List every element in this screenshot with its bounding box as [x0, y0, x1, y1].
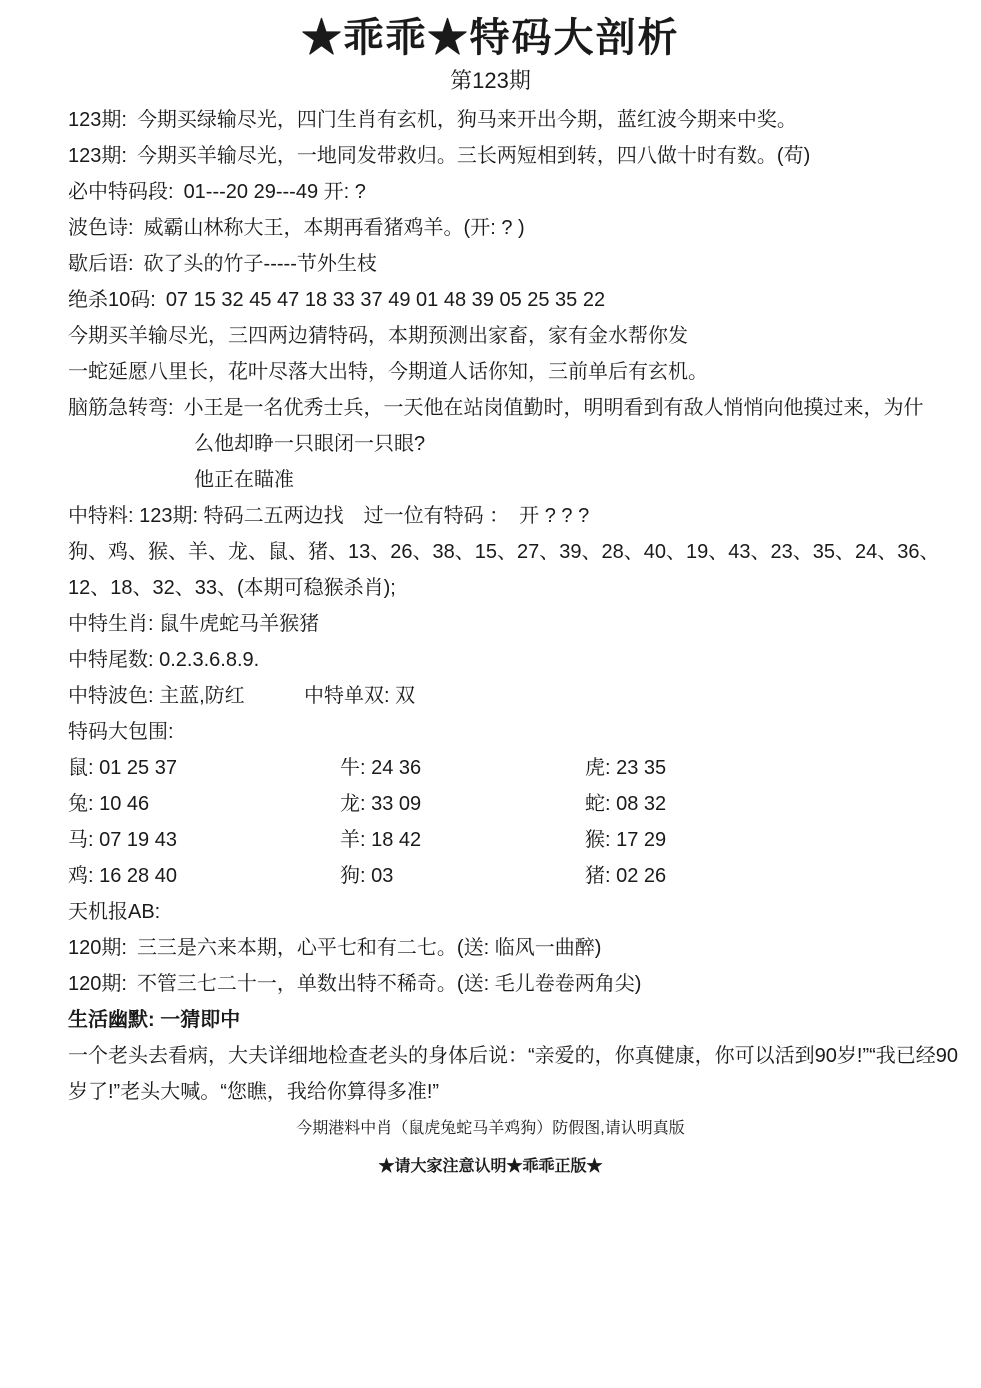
prediction-line: [68, 174, 971, 210]
baowei-title: 特码大包围:: [68, 721, 174, 743]
line-label: 123期:: [68, 109, 127, 131]
line-text: 一蛇延愿八里长，花叶尽落大出特，今期道人话你知，三前单后有玄机。: [68, 361, 708, 383]
baowei-cell: 鸡: 16 28 40: [68, 865, 177, 887]
line-label: 120期:: [68, 973, 127, 995]
baowei-cell: 狗: 03: [340, 865, 394, 887]
prediction-line: [68, 102, 971, 138]
document-body: [0, 96, 981, 1110]
line-label: 绝杀10码:: [68, 289, 156, 311]
zhongte-danshuang: 中特单双: 双: [304, 685, 416, 707]
line-label: 123期:: [68, 145, 127, 167]
riddle-question-line2: 么他却睁一只眼闭一只眼?: [194, 433, 426, 455]
baowei-row: [68, 858, 971, 894]
humor-line1: 一个老头去看病，大夫详细地检查老头的身体后说：“亲爱的，你真健康，你可以活到90岁!”“我已经90: [68, 1045, 959, 1067]
line-text: 威霸山林称大王，本期再看猪鸡羊。(开: ? ): [143, 217, 525, 239]
baowei-cell: 鼠: 01 25 37: [68, 757, 177, 779]
baowei-cell: 羊: 18 42: [340, 829, 422, 851]
baowei-cell: 龙: 33 09: [340, 793, 422, 815]
humor-line2: 岁了!”老头大喊。“您瞧，我给你算得多准!”: [68, 1081, 440, 1103]
humor-title: 生活幽默: 一猜即中: [68, 1009, 241, 1031]
zodiac-numbers-line2: 12、18、32、33、(本期可稳猴杀肖);: [68, 577, 396, 599]
riddle-answer: 他正在瞄准: [194, 469, 294, 491]
baowei-cell: 兔: 10 46: [68, 793, 150, 815]
baowei-row: [68, 822, 971, 858]
line-text: 今期买羊输尽光，三四两边猜特码，本期预测出家畜，家有金水帮你发: [68, 325, 688, 347]
footer-brand: ★请大家注意认明★乖乖正版★: [378, 1158, 603, 1175]
history-line: [68, 930, 971, 966]
zhongte-bose: 中特波色: 主蓝,防红: [68, 685, 245, 707]
baowei-cell: 猴: 17 29: [585, 829, 667, 851]
prediction-line: [68, 318, 971, 354]
baowei-cell: 马: 07 19 43: [68, 829, 177, 851]
footer-notice: 今期港料中肖（鼠虎兔蛇马羊鸡狗）防假图,请认明真版: [296, 1120, 685, 1137]
riddle-label: 脑筋急转弯:: [68, 397, 174, 419]
prediction-line: [68, 210, 971, 246]
zodiac-numbers-line1: 狗、鸡、猴、羊、龙、鼠、猪、13、26、38、15、27、39、28、40、19、43、23、35、24、36、: [68, 541, 940, 563]
riddle-question-line1: [68, 390, 971, 426]
prediction-line: [68, 282, 971, 318]
zhongte-shengxiao: 中特生肖: 鼠牛虎蛇马羊猴猪: [68, 613, 320, 635]
baowei-row: [68, 786, 971, 822]
line-text: 01---20 29---49 开: ?: [183, 181, 366, 203]
zhongte-weishu: 中特尾数: 0.2.3.6.8.9.: [68, 649, 260, 671]
zhongte-bose-danshuang: [68, 678, 971, 714]
line-text: 07 15 32 45 47 18 33 37 49 01 48 39 05 25 35 22: [165, 289, 606, 311]
line-text: 今期买绿输尽光，四门生肖有玄机，狗马来开出今期，蓝红波今期来中奖。: [136, 109, 797, 131]
line-text: 三三是六来本期，心平七和有二七。(送: 临风一曲醉): [136, 937, 602, 959]
line-label: 波色诗:: [68, 217, 134, 239]
issue-number: 第123期: [450, 68, 531, 93]
line-label: 歇后语:: [68, 253, 134, 275]
zhongteliao-line: 中特料: 123期: 特码二五两边找 过一位有特码 ： 开 ? ? ?: [68, 505, 590, 527]
line-label: 必中特码段:: [68, 181, 174, 203]
prediction-line: [68, 138, 971, 174]
baowei-cell: 牛: 24 36: [340, 757, 422, 779]
baowei-cell: 猪: 02 26: [585, 865, 667, 887]
tianji-line: 天机报AB:: [68, 901, 161, 923]
baowei-row: [68, 750, 971, 786]
page-title: ★乖乖★特码大剖析: [301, 16, 680, 60]
line-label: 120期:: [68, 937, 127, 959]
prediction-line: [68, 246, 971, 282]
line-text: 砍了头的竹子-----节外生枝: [143, 253, 377, 275]
riddle-text: 小王是一名优秀士兵，一天他在站岗值勤时，明明看到有敌人悄悄向他摸过来，为什: [183, 397, 924, 419]
baowei-cell: 蛇: 08 32: [585, 793, 667, 815]
line-text: 不管三七二十一，单数出特不稀奇。(送: 毛儿卷卷两角尖): [136, 973, 642, 995]
line-text: 今期买羊输尽光，一地同发带救归。三长两短相到转，四八做十时有数。(苟): [136, 145, 811, 167]
history-line: [68, 966, 971, 1002]
prediction-line: [68, 354, 971, 390]
baowei-cell: 虎: 23 35: [585, 757, 667, 779]
